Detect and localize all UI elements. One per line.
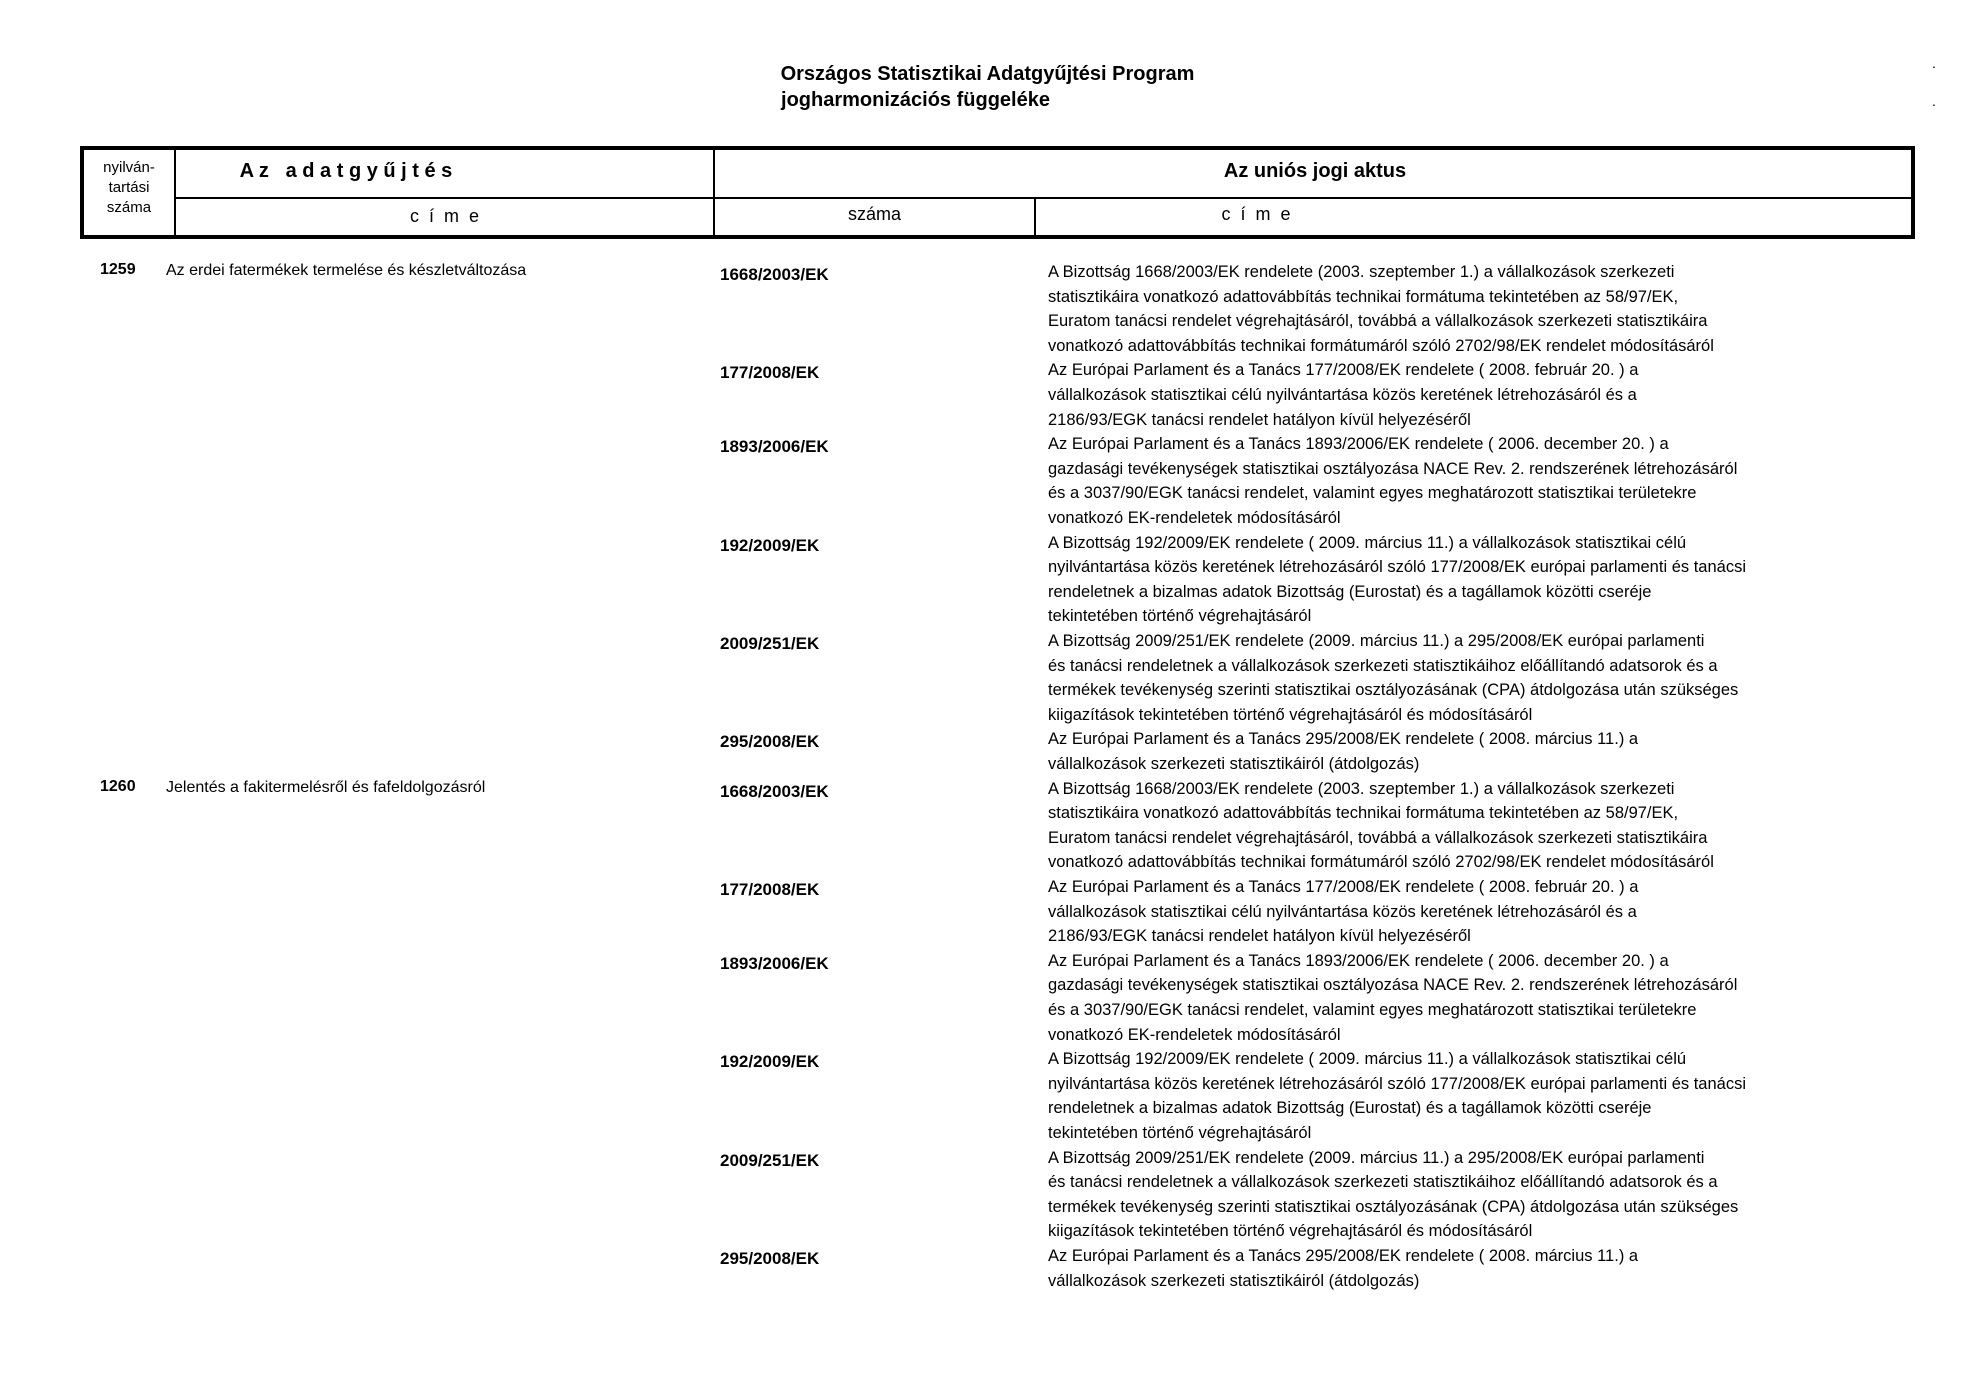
act-title-line: nyilvántartása közös keretének létrehozásáról szóló 177/2008/EK európai parlamenti és tanácsi <box>1048 558 1746 577</box>
act-title-line: Az Európai Parlament és a Tanács 1893/2006/EK rendelete ( 2006. december 20. ) a <box>1048 435 1669 454</box>
act-number: 177/2008/EK <box>720 363 820 383</box>
act-title-line: Az Európai Parlament és a Tanács 295/2008/EK rendelete ( 2008. március 11.) a <box>1048 730 1639 749</box>
act-title-line: Euratom tanácsi rendelet végrehajtásáról, továbbá a vállalkozások szerkezeti statisztikáira <box>1048 312 1708 331</box>
header-act-title: c í m e <box>1221 204 1291 224</box>
act-title-line: A Bizottság 2009/251/EK rendelete (2009. március 11.) a 295/2008/EK európai parlamenti <box>1048 1148 1705 1167</box>
act-title-line: tekintetében történő végrehajtásáról <box>1048 1123 1312 1142</box>
header-text: nyilván- <box>103 159 155 176</box>
act-title <box>1048 949 1948 1047</box>
act-title <box>1048 432 1948 530</box>
act-title-line: termékek tevékenység szerinti statisztikai osztályozásának (CPA) átdolgozása után szükséges <box>1048 681 1739 700</box>
act-number: 2009/251/EK <box>720 634 820 653</box>
act-title-line: statisztikáira vonatkozó adattovábbítás technikai formátuma tekintetében az 58/97/EK, <box>1048 804 1679 823</box>
act-number: 177/2008/EK <box>720 880 820 899</box>
act-title-line: és tanácsi rendeletnek a vállalkozások szerkezeti statisztikáihoz előállítandó adatsorok és a <box>1048 656 1718 675</box>
act-number: 2009/251/EK <box>720 1150 820 1170</box>
header-survey-title: c í m e <box>409 206 479 226</box>
act-number: 1893/2006/EK <box>720 953 829 973</box>
header-text: száma <box>106 199 152 216</box>
page-subtitle: jogharmonizációs függeléke <box>781 89 1050 111</box>
act-number: 192/2009/EK <box>720 1052 820 1072</box>
act-title <box>1048 358 1948 432</box>
header-text: tartási <box>108 179 150 196</box>
act-title-line: nyilvántartása közös keretének létrehozásáról szóló 177/2008/EK európai parlamenti és tanácsi <box>1048 1074 1746 1093</box>
act-title-line: vállalkozások statisztikai célú nyilvántartása közös keretének létrehozásáról és a <box>1048 902 1637 921</box>
act-title <box>1048 531 1948 629</box>
row-divider <box>174 197 1915 199</box>
act-number: 295/2008/EK <box>720 1249 820 1268</box>
act-title-line: termékek tevékenység szerinti statisztikai osztályozásának (CPA) átdolgozása után szükséges <box>1048 1197 1739 1216</box>
act-title-line: statisztikáira vonatkozó adattovábbítás technikai formátuma tekintetében az 58/97/EK, <box>1048 287 1679 306</box>
act-title <box>1048 875 1948 949</box>
margin-mark: . <box>1932 93 1936 109</box>
act-title-line: és tanácsi rendeletnek a vállalkozások szerkezeti statisztikáihoz előállítandó adatsorok és a <box>1048 1173 1718 1192</box>
act-title-line: gazdasági tevékenységek statisztikai osztályozása NACE Rev. 2. rendszerének létrehozásáról <box>1048 976 1738 995</box>
margin-mark: . <box>1932 55 1936 71</box>
act-title <box>1048 777 1948 875</box>
act-title-line: Az Európai Parlament és a Tanács 1893/2006/EK rendelete ( 2006. december 20. ) a <box>1048 951 1669 970</box>
entry-title: Az erdei fatermékek termelése és készletváltozása <box>166 262 527 279</box>
header-act-number: száma <box>847 204 901 224</box>
header-registry-number <box>84 158 174 218</box>
header-survey: A z a d a t g y ű j t é s <box>239 160 453 182</box>
act-title-line: Az Európai Parlament és a Tanács 177/2008/EK rendelete ( 2008. február 20. ) a <box>1048 878 1639 896</box>
act-title-line: gazdasági tevékenységek statisztikai osztályozása NACE Rev. 2. rendszerének létrehozásáról <box>1048 459 1738 478</box>
act-title-line: vonatkozó EK-rendeletek módosításáról <box>1048 508 1341 527</box>
act-title-line: és a 3037/90/EGK tanácsi rendelet, valamint egyes meghatározott statisztikai területekre <box>1048 484 1697 503</box>
act-title-line: vállalkozások szerkezeti statisztikáiról (átdolgozás) <box>1048 754 1420 773</box>
act-title-line: vonatkozó adattovábbítás technikai formátumáról szóló 2702/98/EK rendelet módosításáról <box>1048 853 1714 872</box>
page-title: Országos Statisztikai Adatgyűjtési Program <box>780 63 1195 85</box>
act-title-line: kiigazítások tekintetében történő végrehajtásáról és módosításáról <box>1048 1222 1533 1241</box>
act-title-line: A Bizottság 1668/2003/EK rendelete (2003. szeptember 1.) a vállalkozások szerkezeti <box>1048 263 1675 281</box>
act-title-line: vonatkozó EK-rendeletek módosításáról <box>1048 1025 1341 1044</box>
entry-title: Jelentés a fakitermelésről és fafeldolgozásról <box>166 778 486 796</box>
act-number: 295/2008/EK <box>720 732 820 752</box>
act-title-line: rendeletnek a bizalmas adatok Bizottság (Eurostat) és a tagállamok közötti cseréje <box>1048 1099 1652 1118</box>
act-title-line: kiigazítások tekintetében történő végrehajtásáról és módosításáról <box>1048 705 1533 724</box>
act-title-line: A Bizottság 2009/251/EK rendelete (2009. március 11.) a 295/2008/EK európai parlamenti <box>1048 632 1705 650</box>
act-title <box>1048 1047 1948 1145</box>
act-title <box>1048 1146 1948 1244</box>
act-title-line: A Bizottság 1668/2003/EK rendelete (2003. szeptember 1.) a vállalkozások szerkezeti <box>1048 779 1675 798</box>
act-title-line: A Bizottság 192/2009/EK rendelete ( 2009. március 11.) a vállalkozások statisztikai célú <box>1048 1050 1687 1069</box>
act-title <box>1048 260 1948 358</box>
act-number: 1893/2006/EK <box>720 437 829 457</box>
act-number: 1668/2003/EK <box>720 781 829 801</box>
act-title-line: 2186/93/EGK tanácsi rendelet hatályon kívül helyezéséről <box>1048 927 1471 946</box>
act-title-line: vonatkozó adattovábbítás technikai formátumáról szóló 2702/98/EK rendelet módosításáról <box>1048 336 1714 355</box>
entry-id: 1260 <box>100 777 136 795</box>
act-title-line: és a 3037/90/EGK tanácsi rendelet, valamint egyes meghatározott statisztikai területekre <box>1048 1000 1697 1019</box>
act-number: 1668/2003/EK <box>720 265 829 284</box>
act-title-line: vállalkozások szerkezeti statisztikáiról (átdolgozás) <box>1048 1271 1420 1290</box>
act-title-line: tekintetében történő végrehajtásáról <box>1048 607 1312 626</box>
act-title-line: 2186/93/EGK tanácsi rendelet hatályon kívül helyezéséről <box>1048 410 1471 429</box>
act-title-line: rendeletnek a bizalmas adatok Bizottság (Eurostat) és a tagállamok közötti cseréje <box>1048 582 1652 601</box>
act-title <box>1048 727 1948 776</box>
act-title <box>1048 1244 1948 1293</box>
header-eu-act: Az uniós jogi aktus <box>1223 160 1407 182</box>
act-title <box>1048 629 1948 727</box>
entry-id: 1259 <box>100 261 136 278</box>
act-number: 192/2009/EK <box>720 535 820 555</box>
act-title-line: Euratom tanácsi rendelet végrehajtásáról, továbbá a vállalkozások szerkezeti statisztikáira <box>1048 828 1708 847</box>
act-title-line: Az Európai Parlament és a Tanács 295/2008/EK rendelete ( 2008. március 11.) a <box>1048 1247 1639 1265</box>
table-header <box>80 146 1915 239</box>
act-title-line: Az Európai Parlament és a Tanács 177/2008/EK rendelete ( 2008. február 20. ) a <box>1048 361 1639 380</box>
act-title-line: A Bizottság 192/2009/EK rendelete ( 2009. március 11.) a vállalkozások statisztikai célú <box>1048 533 1687 552</box>
act-title-line: vállalkozások statisztikai célú nyilvántartása közös keretének létrehozásáról és a <box>1048 385 1637 404</box>
